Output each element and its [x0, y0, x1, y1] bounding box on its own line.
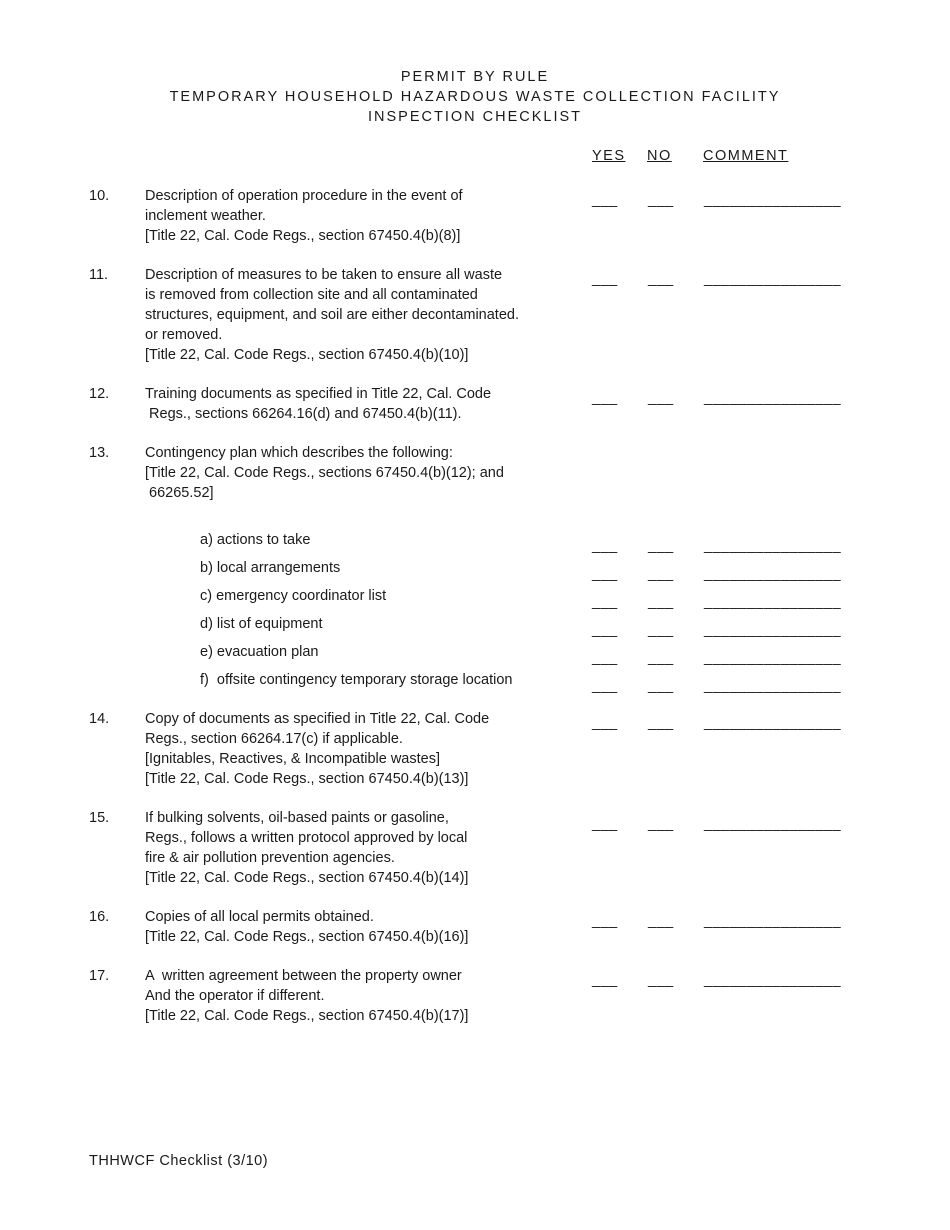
- yes-blank[interactable]: ___: [592, 972, 618, 988]
- comment-blank[interactable]: ________________: [704, 192, 842, 208]
- item-number: 11.: [89, 267, 109, 283]
- item-description: Copies of all local permits obtained. [Title 22, Cal. Code Regs., section 67450.4(b)(16)]: [145, 909, 469, 945]
- page-footer: THHWCF Checklist (3/10): [89, 1153, 269, 1169]
- no-blank[interactable]: ___: [648, 650, 674, 666]
- item-description: A written agreement between the property owner And the operator if different. [Title 22, Cal. Code Regs., section 67450.4(b)(17)]: [145, 968, 469, 1024]
- yes-blank[interactable]: ___: [592, 390, 618, 406]
- no-blank[interactable]: ___: [648, 538, 674, 554]
- no-blank[interactable]: ___: [648, 192, 674, 208]
- comment-blank[interactable]: ________________: [704, 271, 842, 287]
- comment-blank[interactable]: ________________: [704, 566, 842, 582]
- yes-blank[interactable]: ___: [592, 913, 618, 929]
- item-number: 15.: [89, 810, 110, 826]
- item-number: 17.: [89, 968, 110, 984]
- item-number: 16.: [89, 909, 110, 925]
- comment-blank[interactable]: ________________: [704, 678, 842, 694]
- no-blank[interactable]: ___: [648, 566, 674, 582]
- item-number: 13.: [89, 445, 110, 461]
- item-number: 12.: [89, 386, 110, 402]
- item-number: 10.: [89, 188, 110, 204]
- comment-blank[interactable]: ________________: [704, 538, 842, 554]
- no-blank[interactable]: ___: [648, 715, 674, 731]
- subitem-label: f) offsite contingency temporary storage location: [200, 672, 513, 688]
- header-line-checklist: INSPECTION CHECKLIST: [367, 109, 583, 125]
- subitem-label: c) emergency coordinator list: [200, 588, 387, 604]
- yes-blank[interactable]: ___: [592, 192, 618, 208]
- comment-blank[interactable]: ________________: [704, 390, 842, 406]
- subitem-label: d) list of equipment: [200, 616, 323, 632]
- comment-blank[interactable]: ________________: [704, 816, 842, 832]
- item-description: Contingency plan which describes the following: [Title 22, Cal. Code Regs., sections 67450.4(b)(12); and 66265.52]: [145, 445, 504, 501]
- column-header-yes: YES: [592, 148, 626, 164]
- yes-blank[interactable]: ___: [592, 622, 618, 638]
- comment-blank[interactable]: ________________: [704, 622, 842, 638]
- header-line-permit: PERMIT BY RULE: [400, 69, 550, 85]
- comment-blank[interactable]: ________________: [704, 913, 842, 929]
- subitem-label: e) evacuation plan: [200, 644, 319, 660]
- comment-blank[interactable]: ________________: [704, 594, 842, 610]
- item-description: Description of measures to be taken to ensure all waste is removed from collection site and all contaminated structures, equipment, and soil are either decontaminated. or removed. [Title 22, Cal. Code Regs., section 67450.4(b)(10)]: [145, 267, 519, 363]
- no-blank[interactable]: ___: [648, 816, 674, 832]
- yes-blank[interactable]: ___: [592, 271, 618, 287]
- yes-blank[interactable]: ___: [592, 715, 618, 731]
- header-line-facility: TEMPORARY HOUSEHOLD HAZARDOUS WASTE COLLECTION FACILITY: [169, 89, 781, 105]
- column-header-comment: COMMENT: [703, 148, 789, 164]
- yes-blank[interactable]: ___: [592, 566, 618, 582]
- subitem-label: b) local arrangements: [200, 560, 341, 576]
- yes-blank[interactable]: ___: [592, 650, 618, 666]
- item-description: Description of operation procedure in the event of inclement weather. [Title 22, Cal. Code Regs., section 67450.4(b)(8)]: [145, 188, 463, 244]
- yes-blank[interactable]: ___: [592, 538, 618, 554]
- yes-blank[interactable]: ___: [592, 594, 618, 610]
- comment-blank[interactable]: ________________: [704, 972, 842, 988]
- no-blank[interactable]: ___: [648, 594, 674, 610]
- yes-blank[interactable]: ___: [592, 678, 618, 694]
- subitem-label: a) actions to take: [200, 532, 311, 548]
- document-header: [0, 67, 950, 127]
- item-description: Copy of documents as specified in Title 22, Cal. Code Regs., section 66264.17(c) if applicable. [Ignitables, Reactives, & Incompatible wastes] [Title 22, Cal. Code Regs., section 67450.4(b)(13)]: [145, 711, 490, 787]
- column-header-no: NO: [647, 148, 672, 164]
- item-number: 14.: [89, 711, 110, 727]
- item-description: Training documents as specified in Title 22, Cal. Code Regs., sections 66264.16(d) and 67450.4(b)(11).: [145, 386, 492, 422]
- comment-blank[interactable]: ________________: [704, 650, 842, 666]
- yes-blank[interactable]: ___: [592, 816, 618, 832]
- no-blank[interactable]: ___: [648, 972, 674, 988]
- no-blank[interactable]: ___: [648, 622, 674, 638]
- no-blank[interactable]: ___: [648, 913, 674, 929]
- no-blank[interactable]: ___: [648, 678, 674, 694]
- item-description: If bulking solvents, oil-based paints or gasoline, Regs., follows a written protocol approved by local fire & air pollution prevention agencies. [Title 22, Cal. Code Regs., section 67450.4(b)(14)]: [145, 810, 469, 886]
- no-blank[interactable]: ___: [648, 390, 674, 406]
- no-blank[interactable]: ___: [648, 271, 674, 287]
- comment-blank[interactable]: ________________: [704, 715, 842, 731]
